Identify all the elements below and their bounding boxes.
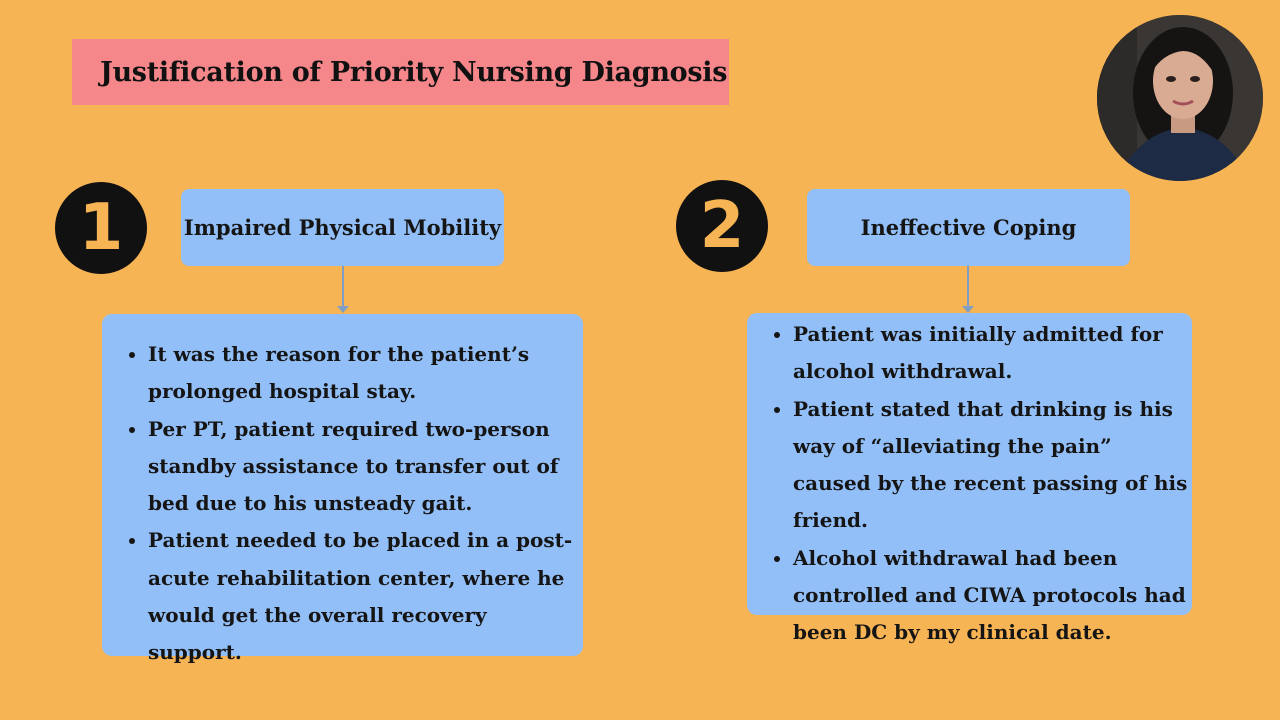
list-item: • Per PT, patient required two-person standby assistance to transfer out of bed due to his unsteady gait. [148, 411, 583, 523]
justification-box-2 [747, 313, 1192, 645]
diagnosis-title: Ineffective Coping [860, 215, 1077, 240]
connector-line [342, 266, 344, 306]
arrow-down-icon [962, 306, 974, 313]
presenter-icon [1097, 15, 1263, 181]
number-label: 2 [699, 189, 745, 263]
diagnosis-title: Impaired Physical Mobility [183, 215, 502, 240]
number-badge-1 [55, 182, 147, 274]
presenter-avatar [1097, 15, 1263, 181]
title-banner [72, 39, 729, 105]
list-item: • Alcohol withdrawal had been controlled and CIWA protocols had been DC by my clinical date. [793, 540, 1192, 652]
bullet-list [102, 336, 583, 672]
number-label: 1 [78, 191, 124, 265]
arrow-down-icon [337, 306, 349, 313]
diagnosis-box-2 [807, 189, 1130, 266]
number-badge-2 [676, 180, 768, 272]
list-item: • Patient stated that drinking is his way of “alleviating the pain” caused by the recent passing of his friend. [793, 391, 1192, 540]
connector-line [967, 266, 969, 306]
justification-box-1 [102, 314, 583, 665]
bullet-list [747, 316, 1192, 652]
list-item: • Patient needed to be placed in a post-acute rehabilitation center, where he would get the overall recovery support. [148, 522, 583, 671]
diagnosis-box-1 [181, 189, 504, 266]
page-title: Justification of Priority Nursing Diagnosis [100, 56, 728, 88]
list-item: • Patient was initially admitted for alcohol withdrawal. [793, 316, 1192, 391]
list-item: • It was the reason for the patient’s prolonged hospital stay. [148, 336, 583, 411]
